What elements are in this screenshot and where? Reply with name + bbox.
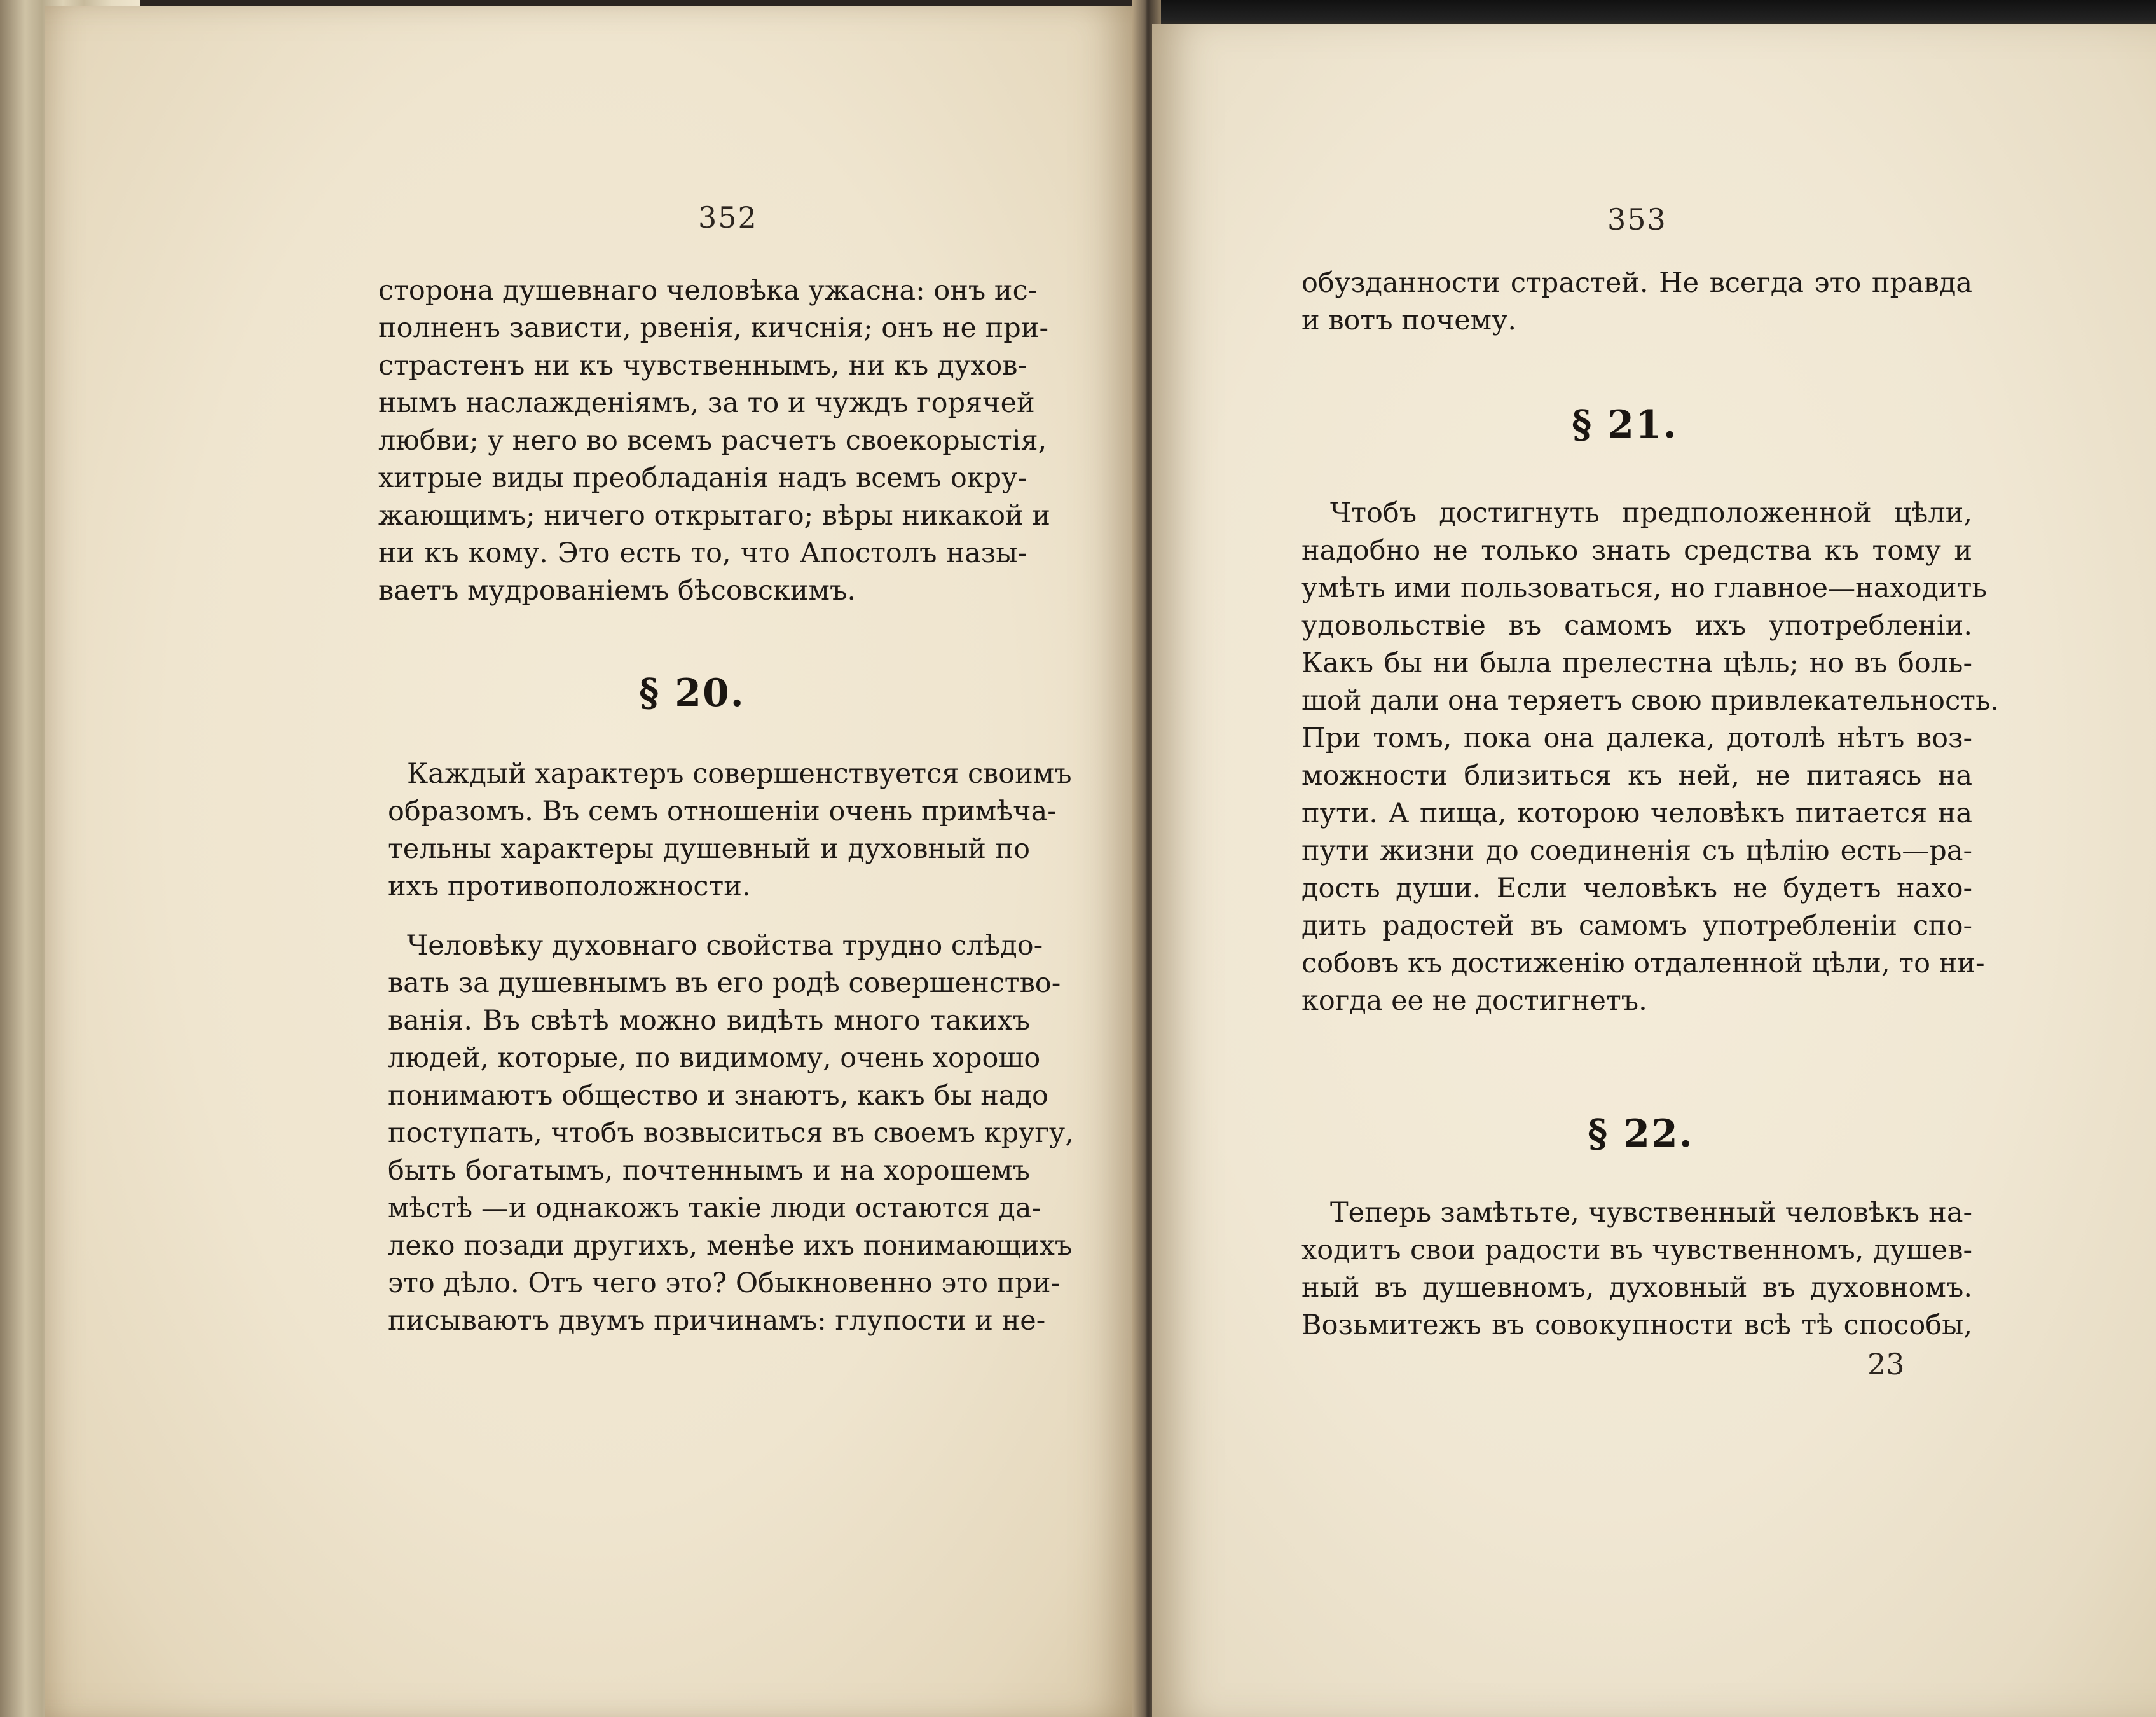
text-line: хитрые виды преобладанія надъ всемъ окру-	[378, 462, 1027, 494]
left-page-number: 352	[698, 200, 758, 235]
text-line: мѣстѣ —и однакожъ такіе люди остаются да-	[388, 1192, 1041, 1224]
text-line: Человѣку духовнаго свойства трудно слѣдо-	[407, 930, 1043, 962]
text-line: поступать, чтобъ возвыситься въ своемъ кругу,	[388, 1117, 1074, 1149]
text-line: ихъ противоположности.	[388, 871, 751, 902]
text-line: понимаютъ общество и знаютъ, какъ бы надо	[388, 1080, 1048, 1112]
text-line: При томъ, пока она далека, дотолѣ нѣтъ воз-	[1301, 722, 1972, 754]
section-21-heading: § 21.	[1572, 403, 1678, 447]
text-line: полненъ зависти, рвенія, кичснія; онъ не при-	[378, 312, 1049, 344]
text-line: ванія. Въ свѣтѣ можно видѣть много такихъ	[388, 1005, 1030, 1037]
text-line: удовольствіе въ самомъ ихъ употребленіи.	[1301, 610, 1972, 642]
text-line: писываютъ двумъ причинамъ: глупости и не-	[388, 1305, 1046, 1337]
text-line: пути. А пища, которою человѣкъ питается на	[1301, 797, 1972, 829]
text-line: сторона душевнаго человѣка ужасна: онъ ис-	[378, 275, 1038, 307]
left-continued-paragraph	[378, 272, 1050, 610]
text-line: обузданности страстей. Не всегда это правда	[1301, 267, 1972, 299]
text-line: это дѣло. Отъ чего это? Обыкновенно это при-	[388, 1267, 1061, 1299]
right-page-number: 353	[1607, 202, 1667, 237]
text-line: нымъ наслажденіямъ, за то и чуждъ горячей	[378, 387, 1035, 419]
text-line: быть богатымъ, почтеннымъ и на хорошемъ	[388, 1155, 1030, 1187]
text-line: шой дали она теряетъ свою привлекательность.	[1301, 685, 2000, 717]
section-21-paragraph	[1301, 495, 2000, 1020]
text-line: Каждый характеръ совершенствуется своимъ	[407, 758, 1072, 790]
signature-mark: 23	[1867, 1347, 1905, 1381]
text-line: дить радостей въ самомъ употребленіи спо-	[1301, 910, 1972, 942]
text-line: и вотъ почему.	[1301, 305, 1517, 336]
text-line: жающимъ; ничего открытаго; вѣры никакой и	[378, 500, 1050, 532]
text-line: можности близиться къ ней, не питаясь на	[1301, 760, 1972, 792]
text-line: Возьмитежъ въ совокупности всѣ тѣ способы,	[1301, 1309, 1972, 1341]
text-line: когда ее не достигнетъ.	[1301, 985, 1647, 1017]
text-line: образомъ. Въ семъ отношеніи очень примѣча-	[388, 796, 1057, 827]
text-line: Чтобъ достигнуть предположенной цѣли,	[1330, 497, 1972, 529]
text-line: дость души. Если человѣкъ не будетъ нахо-	[1301, 872, 1972, 904]
text-line: людей, которые, по видимому, очень хорошо	[388, 1042, 1041, 1074]
section-20-paragraph-2	[388, 927, 1074, 1340]
text-line: Какъ бы ни была прелестна цѣль; но въ боль-	[1301, 647, 1972, 679]
text-line: вать за душевнымъ въ его родѣ совершенство-	[388, 967, 1061, 999]
section-20-paragraph-1	[388, 755, 1072, 906]
text-line: ный въ душевномъ, духовный въ духовномъ.	[1301, 1272, 1972, 1304]
text-line: собовъ къ достиженію отдаленной цѣли, то ни-	[1301, 948, 1985, 979]
left-page	[45, 6, 1139, 1717]
text-line: надобно не только знать средства къ тому и	[1301, 535, 1972, 567]
section-22-heading: § 22.	[1588, 1112, 1694, 1156]
text-line: страстенъ ни къ чувственнымъ, ни къ духов-	[378, 350, 1027, 382]
section-22-paragraph	[1301, 1194, 1972, 1344]
text-line: тельны характеры душевный и духовный по	[388, 833, 1030, 865]
right-page	[1152, 24, 2156, 1717]
right-continued-paragraph	[1301, 265, 1972, 340]
text-line: ни къ кому. Это есть то, что Апостолъ назы-	[378, 537, 1027, 569]
text-line: Теперь замѣтьте, чувственный человѣкъ на-	[1330, 1197, 1972, 1229]
text-line: леко позади другихъ, менѣе ихъ понимающихъ	[388, 1230, 1073, 1262]
text-line: ваетъ мудрованіемъ бѣсовскимъ.	[378, 575, 856, 607]
text-line: пути жизни до соединенія съ цѣлію есть—ра-	[1301, 835, 1972, 867]
section-20-heading: § 20.	[639, 671, 745, 715]
text-line: любви; у него во всемъ расчетъ своекорыстія,	[378, 425, 1047, 457]
text-line: ходитъ свои радости въ чувственномъ, душев-	[1301, 1234, 1972, 1266]
text-line: умѣть ими пользоваться, но главное—находить	[1301, 572, 1987, 604]
